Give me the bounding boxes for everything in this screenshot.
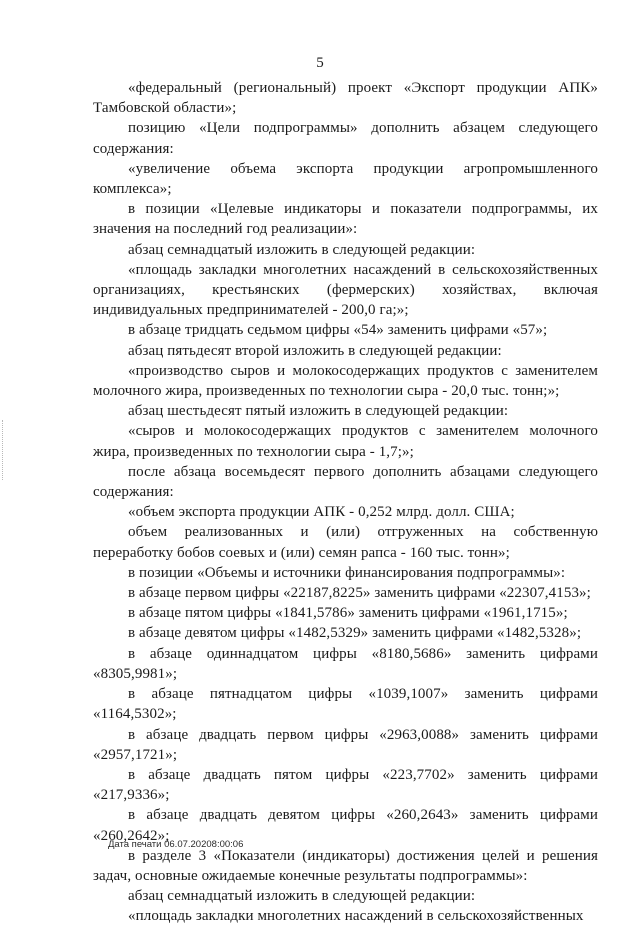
paragraph: «объем экспорта продукции АПК - 0,252 млрд. долл. США;	[128, 504, 515, 521]
paragraph: в абзаце двадцать пятом цифры «223,7702» заменить цифрами «217,9336»;	[93, 766, 598, 804]
paragraph: абзац семнадцатый изложить в следующей редакции:	[128, 888, 476, 905]
paragraph: в разделе 3 «Показатели (индикаторы) достижения целей и решения задач, основные ожидаемые конечные результаты подпрограммы»:	[93, 847, 598, 884]
paragraph: в абзаце пятом цифры «1841,5786» заменить цифрами «1961,1715»;	[128, 605, 568, 622]
paragraph: в позиции «Объемы и источники финансирования подпрограммы»:	[128, 564, 566, 581]
paragraph: после абзаца восемьдесят первого дополнить абзацами следующего содержания:	[93, 463, 598, 501]
paragraph: в абзаце одиннадцатом цифры «8180,5686» заменить цифрами «8305,9981»;	[93, 645, 598, 682]
paragraph: в позиции «Целевые индикаторы и показатели подпрограммы, их значения на последний год реализации»:	[93, 201, 598, 238]
paragraph: в абзаце тридцать седьмом цифры «54» заменить цифрами «57»;	[128, 322, 548, 339]
paragraph: в абзаце двадцать девятом цифры «260,2643» заменить цифрами «260,2642»;	[93, 807, 598, 844]
margin-scan-mark	[2, 420, 5, 480]
paragraph: «производство сыров и молокосодержащих продуктов с заменителем молочного жира, произведенных по технологии сыра - 20,0 тыс. тонн;»;	[93, 362, 598, 400]
paragraph: в абзаце девятом цифры «1482,5329» заменить цифрами «1482,5328»;	[128, 625, 582, 642]
paragraph: «федеральный (региональный) проект «Экспорт продукции АПК» Тамбовской области»;	[93, 80, 598, 117]
paragraph: позицию «Цели подпрограммы» дополнить абзацем следующего содержания:	[93, 120, 598, 157]
paragraph: объем реализованных и (или) отгруженных на собственную переработку бобов соевых и (или) семян рапса - 160 тыс. тонн»;	[93, 524, 598, 561]
page-number: 5	[316, 55, 324, 71]
paragraph: «сыров и молокосодержащих продуктов с заменителем молочного жира, произведенных по технологии сыра - 1,7;»;	[93, 423, 598, 460]
document-body	[93, 78, 598, 927]
paragraph: «площадь закладки многолетних насаждений в сельскохозяйственных	[128, 908, 584, 925]
paragraph: абзац семнадцатый изложить в следующей редакции:	[128, 241, 476, 258]
paragraph: абзац шестьдесят пятый изложить в следующей редакции:	[128, 403, 509, 420]
paragraph: в абзаце пятнадцатом цифры «1039,1007» заменить цифрами «1164,5302»;	[93, 686, 598, 723]
paragraph: абзац пятьдесят второй изложить в следующей редакции:	[128, 342, 502, 359]
paragraph: в абзаце двадцать первом цифры «2963,0088» заменить цифрами «2957,1721»;	[93, 726, 598, 763]
paragraph: в абзаце первом цифры «22187,8225» заменить цифрами «22307,4153»;	[128, 585, 591, 602]
paragraph: «площадь закладки многолетних насаждений в сельскохозяйственных организациях, крестьянских (фермерских) хозяйствах, включая индивидуальных предпринимателей - 200,0 га;»;	[93, 261, 598, 319]
paragraph: «увеличение объема экспорта продукции агропромышленного комплекса»;	[93, 160, 598, 198]
print-date-footer: Дата печати 06.07.20208:00:06	[108, 839, 244, 850]
